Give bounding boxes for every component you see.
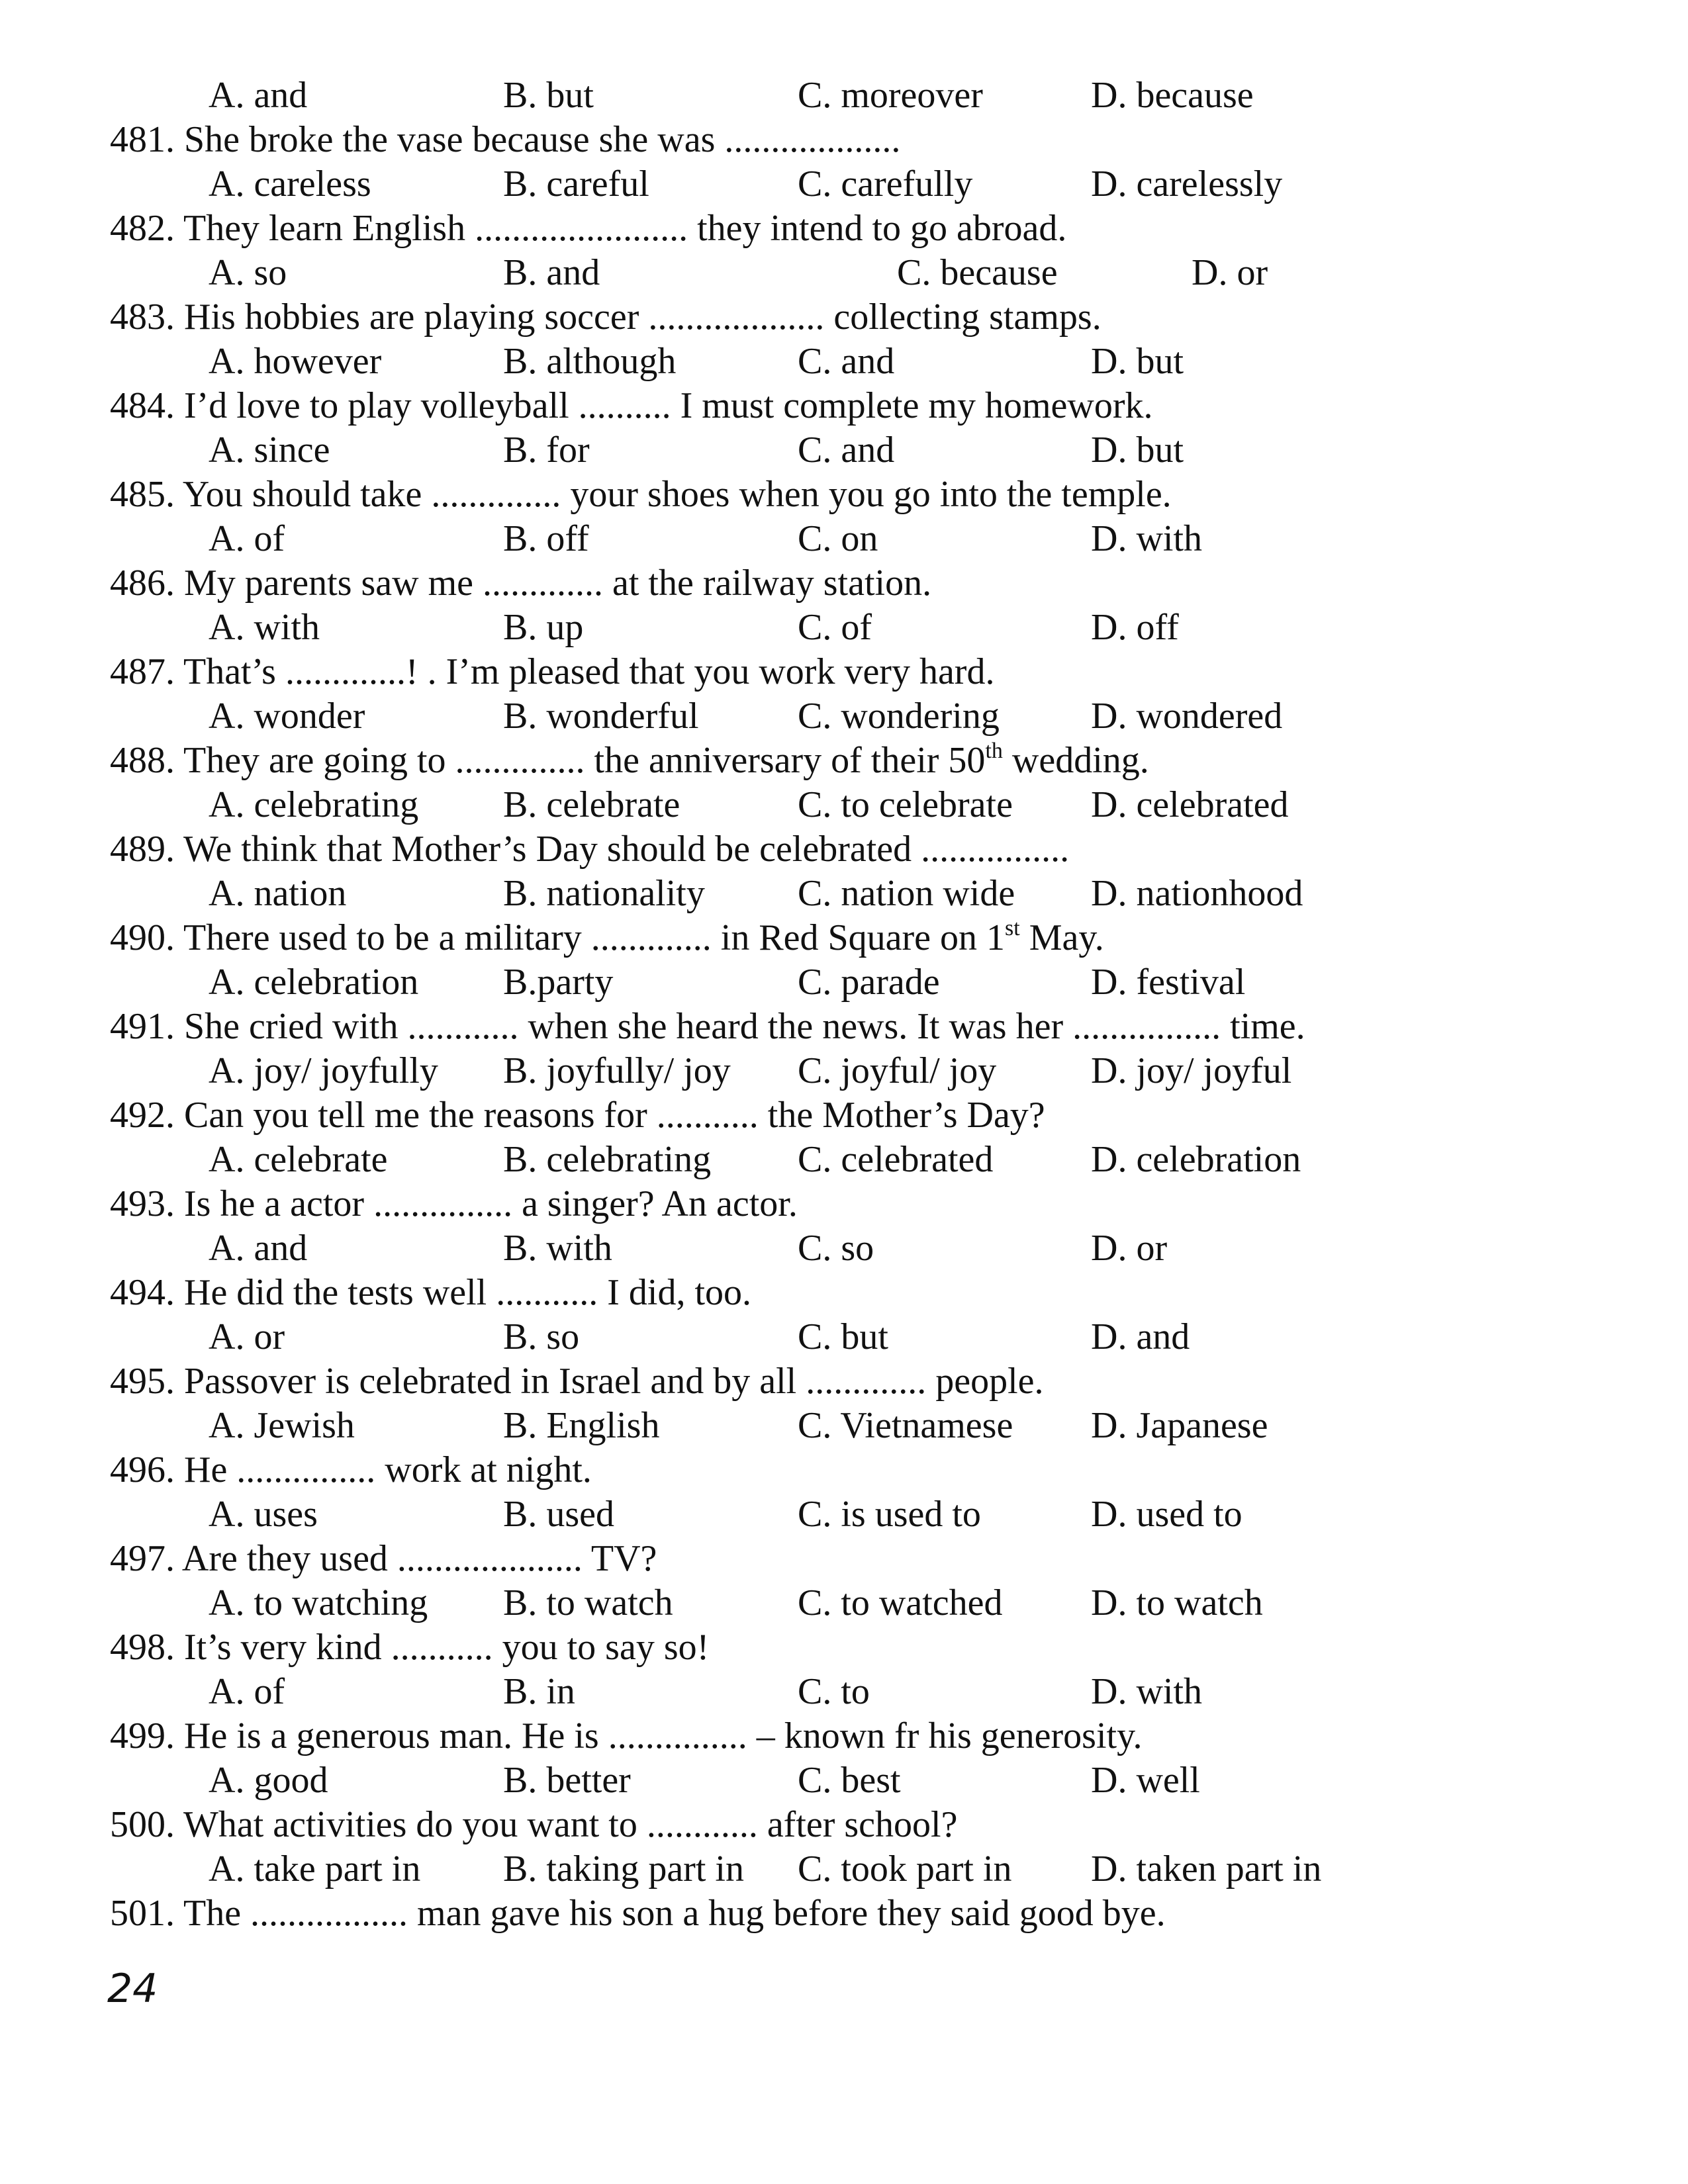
- question-row: [0, 1448, 1688, 1492]
- page-number: 24: [107, 1966, 158, 2012]
- question-stem: 494. He did the tests well ........... I did, too.: [110, 1272, 752, 1313]
- answer-option-d: D. with: [1091, 1671, 1202, 1712]
- answer-option-b: B. off: [503, 518, 589, 559]
- answer-option-d: D. or: [1192, 252, 1268, 293]
- question-row: [0, 1271, 1688, 1315]
- answer-option-c: C. carefully: [798, 163, 973, 205]
- answer-option-a: A. or: [209, 1316, 285, 1357]
- answer-option-d: D. carelessly: [1091, 163, 1283, 205]
- options-row: [0, 73, 1688, 118]
- answer-option-b: B. celebrate: [503, 784, 680, 825]
- answer-option-a: A. of: [209, 518, 285, 559]
- options-row: [0, 1404, 1688, 1448]
- question-row: [0, 827, 1688, 872]
- answer-option-a: A. celebration: [209, 962, 419, 1003]
- question-row: [0, 1714, 1688, 1758]
- question-text: [110, 1271, 751, 1315]
- answer-option-c: C. to celebrate: [798, 784, 1013, 825]
- question-row: [0, 1625, 1688, 1670]
- answer-option-c: C. best: [798, 1760, 901, 1801]
- answer-option-a: A. and: [209, 75, 308, 116]
- question-text: [110, 1625, 709, 1670]
- question-text: [110, 1803, 957, 1847]
- question-row: [0, 1537, 1688, 1581]
- question-list: [0, 73, 1688, 1936]
- answer-option-d: D. festival: [1091, 962, 1246, 1003]
- question-text: [110, 384, 1153, 428]
- question-stem: 492. Can you tell me the reasons for ........... the Mother’s Day?: [110, 1095, 1045, 1136]
- answer-option-b: B. in: [503, 1671, 575, 1712]
- answer-option-c: C. to: [798, 1671, 870, 1712]
- answer-option-a: A. wonder: [209, 696, 365, 737]
- question-row: [0, 1005, 1688, 1049]
- answer-option-c: C. to watched: [798, 1582, 1003, 1623]
- question-stem: 499. He is a generous man. He is ............... – known fr his generosity.: [110, 1715, 1143, 1756]
- question-text: [110, 739, 1149, 783]
- answer-option-b: B. but: [503, 75, 594, 116]
- answer-option-b: B. wonderful: [503, 696, 699, 737]
- question-stem: 487. That’s .............! . I’m pleased that you work very hard.: [110, 651, 995, 692]
- question-text: [110, 650, 994, 694]
- answer-option-c: C. wondering: [798, 696, 1000, 737]
- options-row: [0, 1758, 1688, 1803]
- answer-option-b: B. taking part in: [503, 1848, 744, 1889]
- question-stem: 489. We think that Mother’s Day should be celebrated ................: [110, 829, 1070, 870]
- answer-option-d: D. taken part in: [1091, 1848, 1322, 1889]
- answer-option-b: B. used: [503, 1494, 614, 1535]
- options-row: [0, 1138, 1688, 1182]
- question-text: [110, 473, 1172, 517]
- question-row: [0, 916, 1688, 960]
- answer-option-d: D. celebrated: [1091, 784, 1289, 825]
- question-stem: 488. They are going to .............. the anniversary of their 50: [110, 740, 986, 781]
- answer-option-b: B. celebrating: [503, 1139, 712, 1180]
- answer-option-b: B. and: [503, 252, 600, 293]
- question-text: [110, 1359, 1044, 1404]
- question-stem: 485. You should take .............. your shoes when you go into the temple.: [110, 474, 1172, 515]
- answer-option-c: C. because: [897, 252, 1058, 293]
- answer-option-b: B.party: [503, 962, 614, 1003]
- answer-option-a: A. celebrate: [209, 1139, 388, 1180]
- answer-option-d: D. because: [1091, 75, 1254, 116]
- answer-option-c: C. of: [798, 607, 872, 648]
- question-stem-continued: wedding.: [1002, 740, 1149, 781]
- superscript: th: [985, 739, 1003, 763]
- question-text: [110, 206, 1066, 251]
- options-row: [0, 1847, 1688, 1891]
- options-row: [0, 1315, 1688, 1359]
- answer-option-b: B. to watch: [503, 1582, 673, 1623]
- answer-option-a: A. take part in: [209, 1848, 421, 1889]
- answer-option-a: A. of: [209, 1671, 285, 1712]
- question-stem: 491. She cried with ............ when she heard the news. It was her ................ time.: [110, 1006, 1305, 1047]
- question-stem: 483. His hobbies are playing soccer ................... collecting stamps.: [110, 296, 1102, 338]
- superscript: st: [1005, 916, 1020, 940]
- answer-option-b: B. better: [503, 1760, 631, 1801]
- question-stem-continued: May.: [1019, 917, 1104, 958]
- answer-option-b: B. English: [503, 1405, 660, 1446]
- options-row: [0, 340, 1688, 384]
- question-stem: 486. My parents saw me ............. at the railway station.: [110, 563, 932, 604]
- answer-option-c: C. on: [798, 518, 878, 559]
- question-row: [0, 650, 1688, 694]
- question-row: [0, 1803, 1688, 1847]
- answer-option-c: C. Vietnamese: [798, 1405, 1013, 1446]
- answer-option-a: A. careless: [209, 163, 371, 205]
- question-row: [0, 1891, 1688, 1936]
- question-text: [110, 1891, 1166, 1936]
- options-row: [0, 1049, 1688, 1093]
- question-row: [0, 1093, 1688, 1138]
- question-text: [110, 1005, 1305, 1049]
- answer-option-a: A. to watching: [209, 1582, 428, 1623]
- answer-option-a: A. and: [209, 1228, 308, 1269]
- answer-option-c: C. celebrated: [798, 1139, 994, 1180]
- question-stem: 495. Passover is celebrated in Israel and by all ............. people.: [110, 1361, 1044, 1402]
- options-row: [0, 694, 1688, 739]
- question-text: [110, 916, 1104, 960]
- question-row: [0, 384, 1688, 428]
- answer-option-d: D. nationhood: [1091, 873, 1303, 914]
- answer-option-a: A. joy/ joyfully: [209, 1050, 438, 1091]
- answer-option-c: C. but: [798, 1316, 888, 1357]
- answer-option-a: A. nation: [209, 873, 347, 914]
- question-text: [110, 295, 1102, 340]
- options-row: [0, 1226, 1688, 1271]
- answer-option-a: A. however: [209, 341, 382, 382]
- answer-option-a: A. uses: [209, 1494, 318, 1535]
- question-stem: 490. There used to be a military ............. in Red Square on 1: [110, 917, 1006, 958]
- question-stem: 484. I’d love to play volleyball .......... I must complete my homework.: [110, 385, 1153, 426]
- answer-option-d: D. with: [1091, 518, 1202, 559]
- options-row: [0, 960, 1688, 1005]
- answer-option-c: C. and: [798, 341, 895, 382]
- answer-option-c: C. parade: [798, 962, 940, 1003]
- question-row: [0, 206, 1688, 251]
- answer-option-a: A. Jewish: [209, 1405, 355, 1446]
- answer-option-a: A. good: [209, 1760, 328, 1801]
- question-text: [110, 561, 931, 606]
- answer-option-d: D. or: [1091, 1228, 1168, 1269]
- question-stem: 501. The ................. man gave his son a hug before they said good bye.: [110, 1893, 1166, 1934]
- question-stem: 481. She broke the vase because she was ...................: [110, 119, 901, 160]
- options-row: [0, 783, 1688, 827]
- question-row: [0, 739, 1688, 783]
- answer-option-a: A. celebrating: [209, 784, 419, 825]
- answer-option-d: D. celebration: [1091, 1139, 1301, 1180]
- answer-option-c: C. nation wide: [798, 873, 1015, 914]
- answer-option-d: D. Japanese: [1091, 1405, 1268, 1446]
- options-row: [0, 1492, 1688, 1537]
- question-row: [0, 1359, 1688, 1404]
- question-stem: 482. They learn English ....................... they intend to go abroad.: [110, 208, 1067, 249]
- answer-option-d: D. wondered: [1091, 696, 1283, 737]
- options-row: [0, 162, 1688, 206]
- question-row: [0, 473, 1688, 517]
- answer-option-a: A. since: [209, 430, 330, 471]
- question-text: [110, 1182, 798, 1226]
- answer-option-d: D. but: [1091, 341, 1184, 382]
- answer-option-b: B. nationality: [503, 873, 705, 914]
- options-row: [0, 1581, 1688, 1625]
- answer-option-b: B. although: [503, 341, 677, 382]
- answer-option-b: B. so: [503, 1316, 580, 1357]
- question-stem: 496. He ............... work at night.: [110, 1449, 592, 1490]
- answer-option-c: C. and: [798, 430, 895, 471]
- question-text: [110, 1537, 657, 1581]
- question-row: [0, 561, 1688, 606]
- question-text: [110, 827, 1069, 872]
- answer-option-c: C. joyful/ joy: [798, 1050, 997, 1091]
- answer-option-d: D. but: [1091, 430, 1184, 471]
- answer-option-a: A. with: [209, 607, 320, 648]
- question-stem: 500. What activities do you want to ............ after school?: [110, 1804, 958, 1845]
- answer-option-d: D. to watch: [1091, 1582, 1263, 1623]
- answer-option-d: D. joy/ joyful: [1091, 1050, 1292, 1091]
- answer-option-b: B. for: [503, 430, 590, 471]
- options-row: [0, 1670, 1688, 1714]
- answer-option-a: A. so: [209, 252, 287, 293]
- answer-option-d: D. used to: [1091, 1494, 1243, 1535]
- answer-option-b: B. joyfully/ joy: [503, 1050, 731, 1091]
- options-row: [0, 517, 1688, 561]
- question-text: [110, 1093, 1045, 1138]
- question-stem: 493. Is he a actor ............... a singer? An actor.: [110, 1183, 798, 1224]
- answer-option-c: C. so: [798, 1228, 874, 1269]
- answer-option-d: D. well: [1091, 1760, 1200, 1801]
- question-row: [0, 1182, 1688, 1226]
- question-text: [110, 1714, 1142, 1758]
- answer-option-b: B. up: [503, 607, 584, 648]
- answer-option-c: C. is used to: [798, 1494, 981, 1535]
- answer-option-b: B. careful: [503, 163, 649, 205]
- question-text: [110, 118, 900, 162]
- answer-option-b: B. with: [503, 1228, 612, 1269]
- answer-option-c: C. moreover: [798, 75, 983, 116]
- answer-option-d: D. off: [1091, 607, 1179, 648]
- options-row: [0, 872, 1688, 916]
- question-text: [110, 1448, 592, 1492]
- question-stem: 497. Are they used .................... TV?: [110, 1538, 657, 1579]
- options-row: [0, 251, 1688, 295]
- question-stem: 498. It’s very kind ........... you to say so!: [110, 1627, 710, 1668]
- question-row: [0, 295, 1688, 340]
- question-row: [0, 118, 1688, 162]
- options-row: [0, 606, 1688, 650]
- options-row: [0, 428, 1688, 473]
- answer-option-c: C. took part in: [798, 1848, 1012, 1889]
- answer-option-d: D. and: [1091, 1316, 1190, 1357]
